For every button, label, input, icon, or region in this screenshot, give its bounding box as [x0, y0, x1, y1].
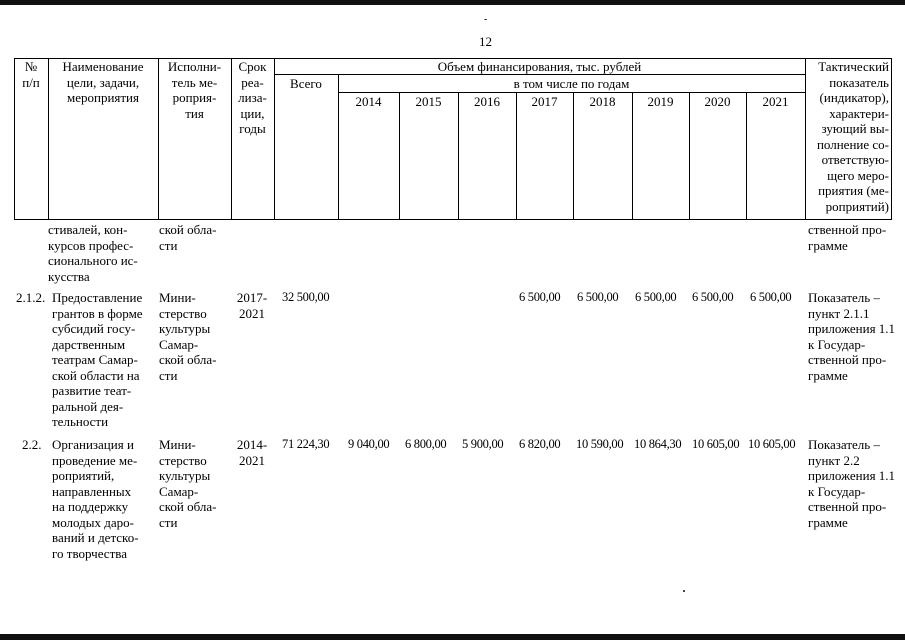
- row-total: 71 224,30: [282, 437, 330, 451]
- header-indicator: Тактический показатель (индикатор), характери- зующий вы- полнение со- ответствую- щего меро- приятия (ме- роприятий): [816, 59, 889, 214]
- scan-border-bottom: [0, 634, 905, 640]
- header-executor: Исполни- тель ме- роприя- тия: [167, 59, 222, 121]
- row-year-value: 9 040,00: [348, 437, 390, 451]
- header-term: Срок реа- лиза- ции, годы: [238, 59, 267, 136]
- row-executor: Мини- стерство культуры Самар- ской обла- сти: [159, 290, 217, 383]
- row-number: 2.1.2.: [16, 290, 46, 305]
- row-total: 32 500,00: [282, 290, 330, 304]
- row-year-value: 6 500,00: [635, 290, 677, 304]
- row-name: Организация и проведение ме- роприятий, направленных на поддержку молодых даро- ваний и детско- го творчества: [52, 437, 139, 561]
- continuation-name: стивалей, кон- курсов профес- сионального ис- кусства: [48, 222, 138, 284]
- row-name: Предоставление грантов в форме субсидий госу- дарственным театрам Самар- ской области на развитие теат- ральной дея- тельности: [52, 290, 143, 429]
- row-year-value: 6 500,00: [519, 290, 561, 304]
- page-number: 12: [479, 34, 492, 49]
- row-year-value: 5 900,00: [462, 437, 504, 451]
- header-year: 2016: [474, 94, 500, 109]
- header-by-years: в том числе по годам: [513, 76, 630, 91]
- row-year-value: 10 605,00: [692, 437, 740, 451]
- row-number: 2.2.: [22, 437, 42, 452]
- row-year-value: 10 605,00: [748, 437, 796, 451]
- scan-border-top: [0, 0, 905, 5]
- row-year-value: 10 864,30: [634, 437, 682, 451]
- header-year: 2018: [589, 94, 616, 109]
- header-total: Всего: [290, 76, 322, 91]
- continuation-indicator: ственной про- грамме: [808, 222, 887, 253]
- header-year: 2020: [704, 94, 731, 109]
- row-term: 2017- 2021: [236, 290, 268, 321]
- row-year-value: 6 820,00: [519, 437, 561, 451]
- row-year-value: 6 800,00: [405, 437, 447, 451]
- header-year: 2021: [762, 94, 789, 109]
- row-term: 2014- 2021: [236, 437, 268, 468]
- header-funding: Объем финансирования, тыс. рублей: [437, 59, 642, 74]
- row-indicator: Показатель – пункт 2.2 приложения 1.1 к Государ- ственной про- грамме: [808, 437, 896, 530]
- row-executor: Мини- стерство культуры Самар- ской обла- сти: [159, 437, 217, 530]
- header-year: 2017: [531, 94, 558, 109]
- row-year-value: 6 500,00: [577, 290, 619, 304]
- header-num: № п/п: [22, 59, 40, 90]
- row-indicator: Показатель – пункт 2.1.1 приложения 1.1 к Государ- ственной про- грамме: [808, 290, 896, 383]
- scan-speck: [683, 590, 685, 592]
- header-year: 2019: [647, 94, 674, 109]
- page-mark: -: [484, 14, 488, 25]
- header-year: 2015: [415, 94, 442, 109]
- continuation-executor: ской обла- сти: [159, 222, 217, 253]
- header-year: 2014: [355, 94, 382, 109]
- row-year-value: 10 590,00: [576, 437, 624, 451]
- row-year-value: 6 500,00: [692, 290, 734, 304]
- header-name: Наименование цели, задачи, мероприятия: [62, 59, 144, 105]
- row-year-value: 6 500,00: [750, 290, 792, 304]
